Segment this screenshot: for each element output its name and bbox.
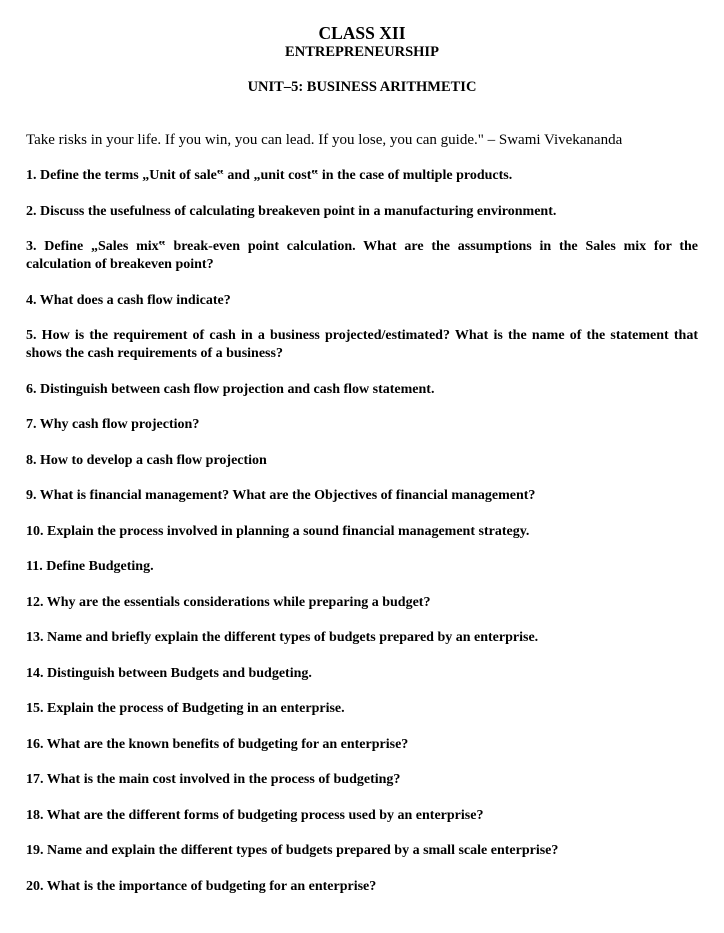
question-item: 14. Distinguish between Budgets and budgeting. <box>26 665 312 681</box>
question-item: 3. Define „Sales mix‟ break-even point calculation. What are the assumptions in the Sales mix for the calculation of breakeven point? <box>26 239 698 272</box>
question-item: 4. What does a cash flow indicate? <box>26 292 231 308</box>
question-item: 20. What is the importance of budgeting for an enterprise? <box>26 878 377 894</box>
question-item: 13. Name and briefly explain the different types of budgets prepared by an enterprise. <box>26 630 539 645</box>
question-item: 2. Discuss the usefulness of calculating breakeven point in a manufacturing environment. <box>26 203 557 219</box>
question-item: 9. What is financial management? What are the Objectives of financial management? <box>26 488 536 503</box>
question-item: 12. Why are the essentials considerations while preparing a budget? <box>26 594 431 610</box>
subject-title: ENTREPRENEURSHIP <box>285 44 439 60</box>
question-item: 10. Explain the process involved in planning a sound financial management strategy. <box>26 523 530 539</box>
question-item: 17. What is the main cost involved in the process of budgeting? <box>26 772 401 787</box>
question-item: 15. Explain the process of Budgeting in an enterprise. <box>26 701 345 716</box>
question-item: 7. Why cash flow projection? <box>26 417 200 432</box>
question-item: 1. Define the terms „Unit of sale‟ and „unit cost‟ in the case of multiple products. <box>26 168 513 183</box>
question-item: 5. How is the requirement of cash in a business projected/estimated? What is the name of the statement that shows the cash requirements of a business? <box>26 328 698 361</box>
question-item: 8. How to develop a cash flow projection <box>26 452 267 468</box>
question-item: 6. Distinguish between cash flow projection and cash flow statement. <box>26 381 435 397</box>
unit-title: UNIT–5: BUSINESS ARITHMETIC <box>247 79 477 95</box>
question-list <box>26 167 698 913</box>
quote: Take risks in your life. If you win, you can lead. If you lose, you can guide." – Swami Vivekananda <box>26 132 623 148</box>
question-item: 19. Name and explain the different types of budgets prepared by a small scale enterprise? <box>26 843 559 858</box>
question-item: 16. What are the known benefits of budgeting for an enterprise? <box>26 736 409 752</box>
question-item: 18. What are the different forms of budgeting process used by an enterprise? <box>26 807 484 823</box>
question-item: 11. Define Budgeting. <box>26 559 154 574</box>
class-title: CLASS XII <box>318 23 406 43</box>
